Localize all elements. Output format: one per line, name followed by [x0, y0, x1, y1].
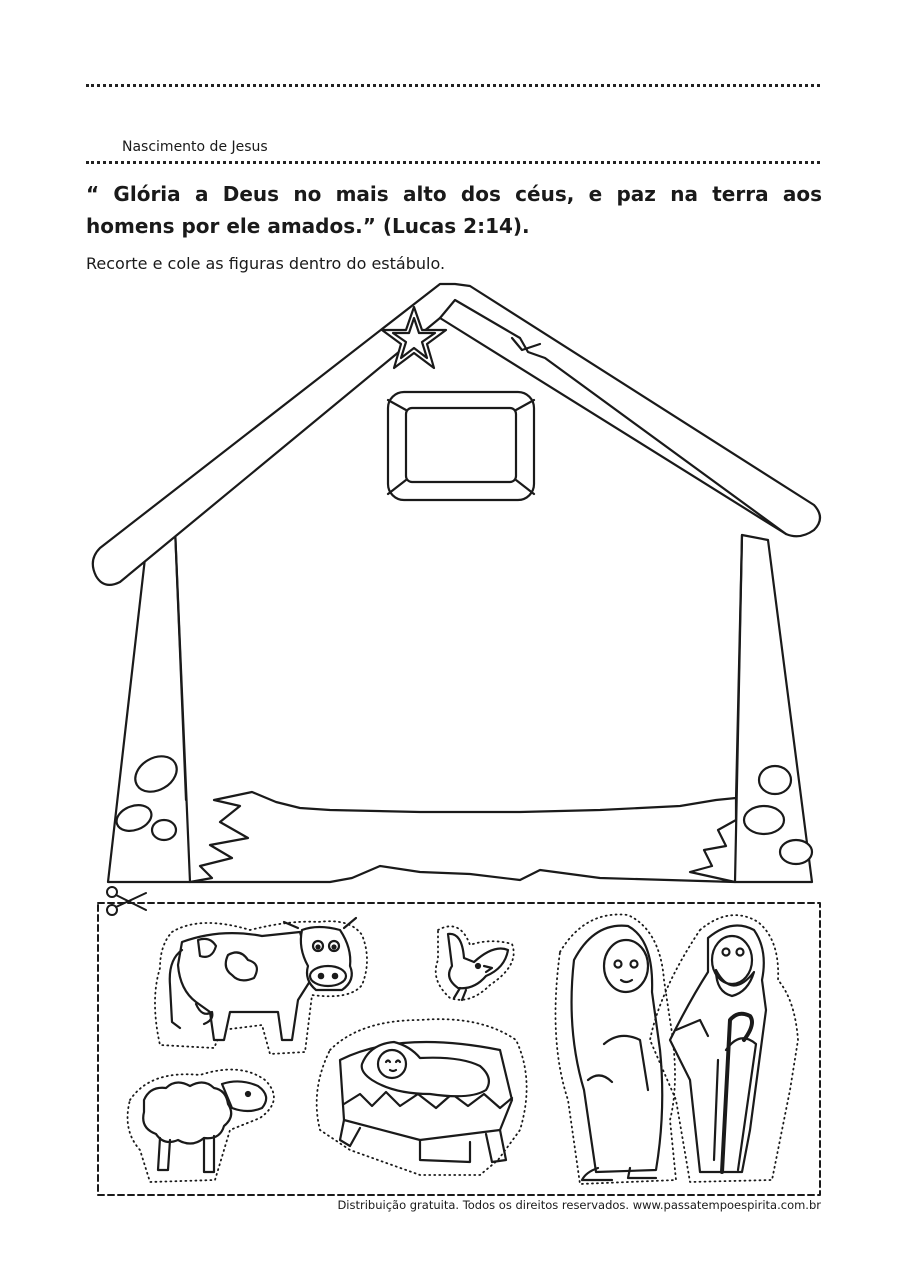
footer-copyright: Distribuição gratuita. Todos os direitos reservados. www.passatempoespirita.com.br	[337, 1198, 821, 1212]
dove	[436, 926, 514, 1000]
baby-jesus-in-manger	[317, 1019, 527, 1175]
instruction-text: Recorte e cole as figuras dentro do estábulo.	[86, 254, 446, 273]
stone	[152, 820, 176, 840]
stone	[780, 840, 812, 864]
stable-inner-wall	[175, 528, 742, 800]
joseph	[650, 915, 798, 1182]
stable-floor-hay	[190, 792, 736, 882]
bible-verse: “ Glória a Deus no mais alto dos céus, e paz na terra aos homens por ele amados.” (Lucas 2:14).	[86, 182, 822, 238]
lesson-title: Nascimento de Jesus	[122, 139, 268, 155]
stable	[93, 284, 820, 882]
sheep	[128, 1070, 274, 1182]
mary	[556, 914, 677, 1184]
stable-window	[388, 392, 534, 500]
cow	[155, 918, 367, 1054]
scissors-icon	[107, 887, 146, 915]
stone	[744, 806, 784, 834]
stone	[759, 766, 791, 794]
